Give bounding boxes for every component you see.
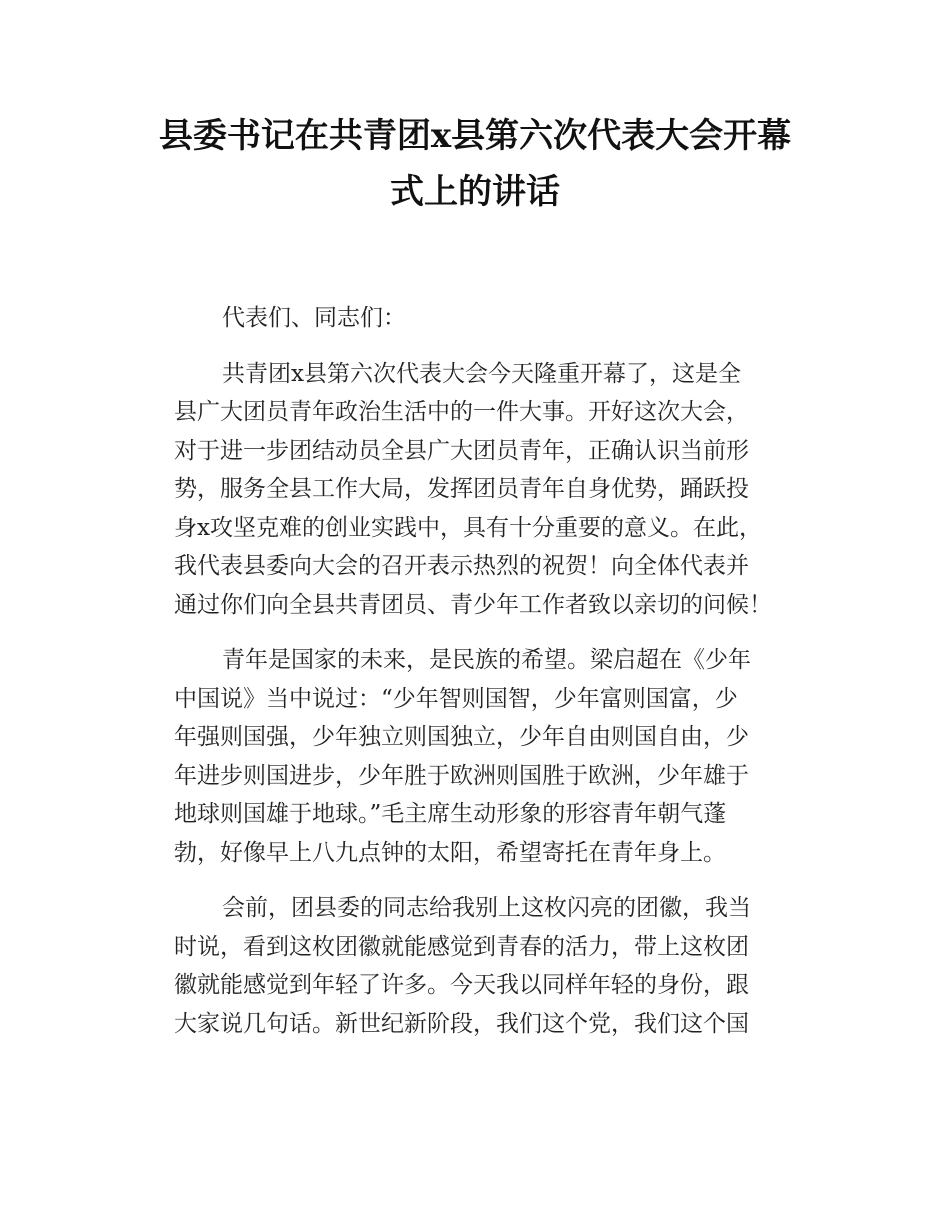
text-line: 中国说》当中说过：“少年智则国智，少年富则国富，少 — [174, 685, 738, 712]
title-line: 式上的讲话 — [390, 172, 560, 212]
text-line: 势，服务全县工作大局，发挥团员青年自身优势，踊跃投 — [174, 476, 749, 502]
text-line: 年进步则国进步，少年胜于欧洲则国胜于欧洲，少年雄于 — [174, 762, 749, 789]
text-line: 勃，好像早上八九点钟的太阳，希望寄托在青年身上。 — [174, 839, 726, 866]
text-line: 对于进一步团结动员全县广大团员青年，正确认识当前形 — [174, 437, 749, 464]
text-line: 青年是国家的未来，是民族的希望。梁启超在《少年 — [222, 647, 751, 673]
text-line: 共青团x县第六次代表大会今天隆重开幕了，这是全 — [222, 360, 741, 387]
text-line: 徽就能感觉到年轻了许多。今天我以同样年轻的身份，跟 — [174, 972, 749, 998]
text-line: 会前，团县委的同志给我别上这枚闪亮的团徽，我当 — [222, 895, 751, 921]
document-title — [140, 108, 810, 220]
title-line: 县委书记在共青团x县第六次代表大会开幕 — [158, 116, 792, 156]
salutation-paragraph — [174, 299, 799, 338]
text-line: 我代表县委向大会的召开表示热烈的祝贺！向全体代表并 — [174, 553, 749, 579]
document-body — [174, 299, 799, 1060]
text-line: 代表们、同志们： — [222, 305, 406, 331]
text-line: 通过你们向全县共青团员、青少年工作者致以亲切的问候！ — [174, 591, 772, 618]
text-line: 身x攻坚克难的创业实践中，具有十分重要的意义。在此， — [174, 514, 762, 541]
body-paragraph-3 — [174, 889, 799, 1043]
text-line: 地球则国雄于地球。”毛主席生动形象的形容青年朝气蓬 — [174, 801, 727, 827]
body-paragraph-2 — [174, 641, 799, 872]
text-line: 大家说几句话。新世纪新阶段，我们这个党，我们这个国 — [174, 1010, 749, 1037]
text-line: 年强则国强，少年独立则国独立，少年自由则国自由，少 — [174, 724, 749, 750]
body-paragraph-1 — [174, 355, 799, 625]
text-line: 县广大团员青年政治生活中的一件大事。开好这次大会， — [174, 399, 749, 425]
text-line: 时说，看到这枚团徽就能感觉到青春的活力，带上这枚团 — [174, 933, 749, 960]
